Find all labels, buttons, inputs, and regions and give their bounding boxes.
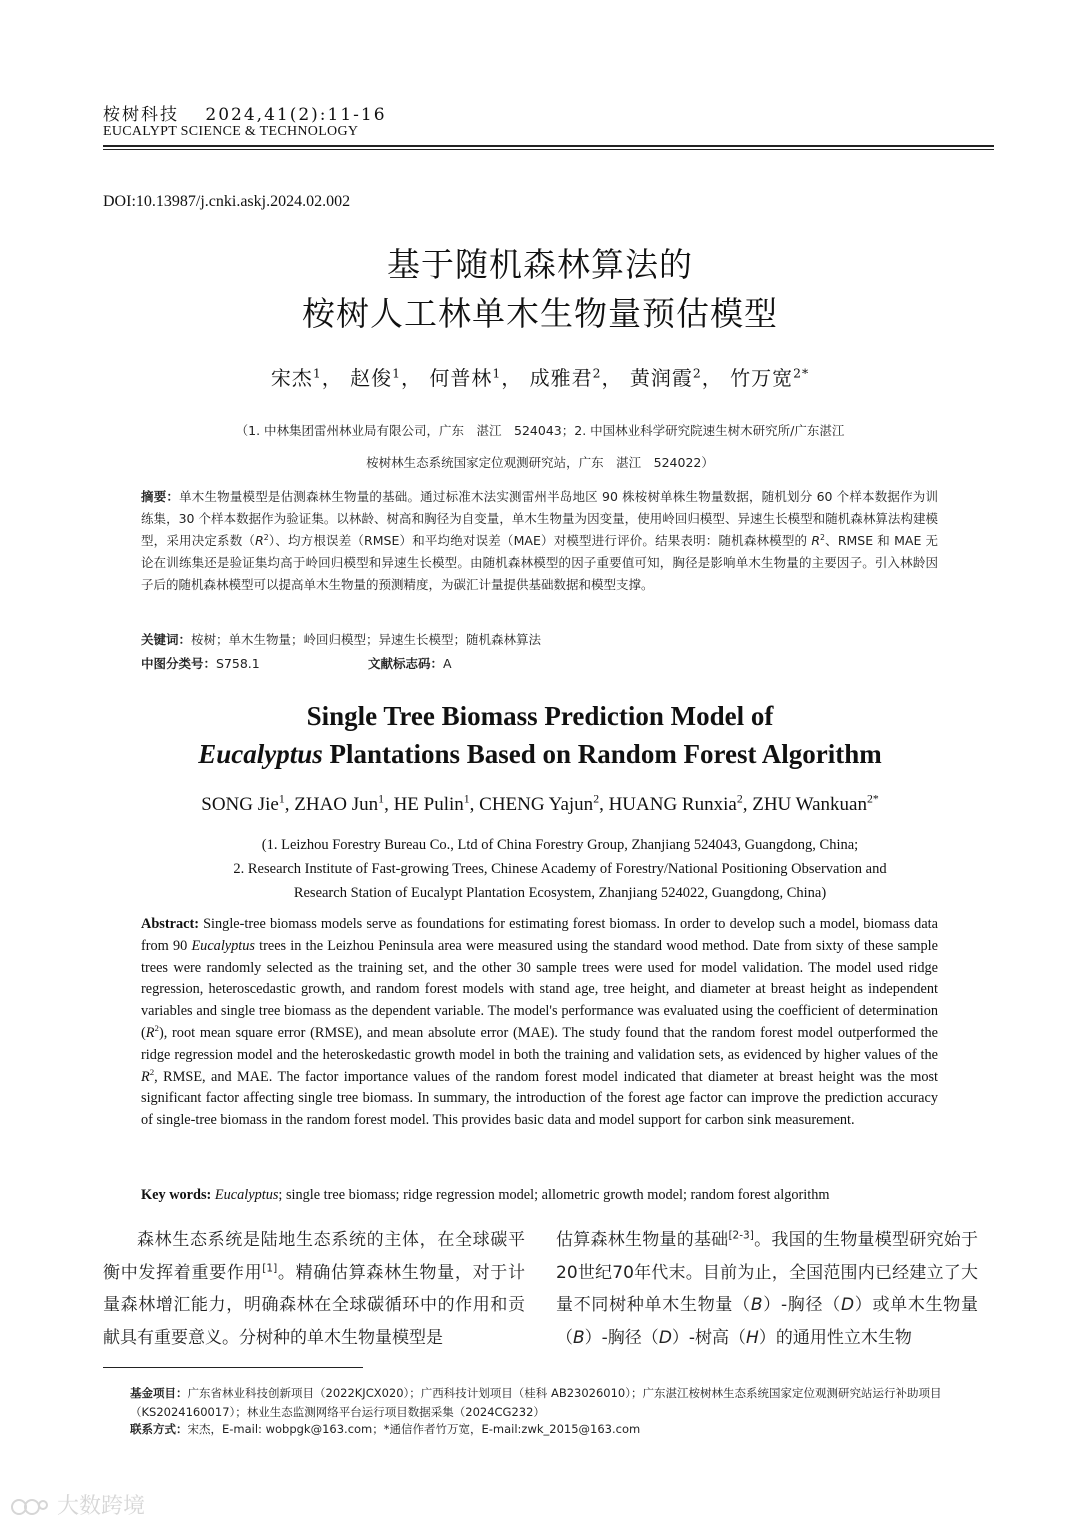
contact-note: 联系方式：宋杰，E-mail: wobpgk@163.com；*通信作者竹万宽，E-mail:zwk_2015@163.com	[130, 1422, 641, 1436]
header-rule-thick	[103, 145, 994, 147]
clc-code: S758.1	[216, 656, 260, 671]
cn-title-line2: 桉树人工林单木生物量预估模型	[302, 294, 778, 333]
contact-email[interactable]: 宋杰，E-mail: wobpgk@163.com；*通信作者竹万宽，E-mail:zwk_2015@163.com	[187, 1422, 641, 1436]
en-author: SONG Jie	[201, 794, 279, 815]
cn-author: 黄润霞	[629, 366, 693, 390]
body-column-right: 估算森林生物量的基础[2-3]。我国的生物量模型研究始于20世纪70年代末。目前为止，全国范围内已经建立了大量不同树种单木生物量（B）-胸径（D）或单木生物量（B）-胸径（D）-树高（H）的通用性立木生物	[556, 1229, 979, 1348]
cn-author: 赵俊	[350, 366, 393, 390]
en-author: ZHAO Jun	[294, 794, 379, 815]
journal-header-cn: 桉树科技 2024,41(2):11-16	[103, 105, 387, 125]
cn-keywords: 关键词：桉树；单木生物量；岭回归模型；异速生长模型；随机森林算法	[141, 632, 542, 647]
citation-link[interactable]: [2-3]	[728, 1229, 754, 1242]
watermark-logo-icon	[10, 1495, 50, 1519]
cn-author: 宋杰	[270, 366, 313, 390]
en-author: CHENG Yajun	[479, 794, 594, 815]
en-author: HUANG Runxia	[608, 794, 737, 815]
cn-abstract: 摘要：单木生物量模型是估测森林生物量的基础。通过标准木法实测雷州半岛地区 90 株桉树单株生物量数据，随机划分 60 个样本数据作为训练集，30 个样本数据作为验证集。以林龄、树高和胸径为自变量，单木生物量为因变量，使用岭回归模型、异速生长模型和随机森林算法构建模型，采用决定系数$(R^2)$、均方根误差（RMSE）和平均绝对误差（MAE）对模型进行评价。结果表明：随机森林模型的 $R^2$、RMSE 和 MAE 无论在训练集还是验证集均高于岭回归模型和异速生长模型。由随机森林模型的因子重要值可知，胸径是影响单木生物量的主要因子。引入林龄因子后的随机森林模型可以提高单木生物量的预测精度，为碳汇计量提供基础数据和模型支撑。	[141, 489, 938, 592]
document-code: A	[443, 656, 452, 671]
en-abstract: Abstract: Single-tree biomass models serve as foundations for estimating forest biomass. In order to develop such a model, biomass data from 90 Eucalyptus trees in the Leizhou Peninsula area were measured using the standard wood method. Date from sixty of these sample trees were randomly selected as the training set, and the other 30 sample trees were used for model validation. The model used ridge regression, heteroscedastic growth, and random forest models with stand age, tree height, and diameter at breast height as independent variables and single tree biomass as the dependent variable. The model's performance was evaluated using the coefficient of determination $(R^2)$, root mean square error (RMSE), and mean absolute error (MAE). The study found that the random forest model outperformed the ridge regression model and the heteroskedastic growth model in both the training and validation sets, as evidenced by higher values of the $R^2$, RMSE, and MAE. The factor importance values of the random forest model indicated that diameter at breast height was the most significant factor affecting single tree biomass. In summary, the introduction of the forest age factor can improve the prediction accuracy of single-tree biomass in the random forest model. This provides basic data and model support for carbon sink measurement.	[141, 916, 938, 1129]
en-authors: SONG Jie$^1$, ZHAO Jun$^1$, HE Pulin$^1$, CHENG Yajun$^2$, HUANG Runxia$^2$, ZHU Wankuan$^{2*}$	[201, 792, 879, 815]
body-column-left: 森林生态系统是陆地生态系统的主体，在全球碳平衡中发挥着重要作用[1]。精确估算森林生物量，对于计量森林增汇能力，明确森林在全球碳循环中的作用和贡献具有重要意义。分树种的单木生物量模型是	[103, 1230, 526, 1348]
cn-affiliation-line2: 桉树林生态系统国家定位观测研究站，广东 湛江 524022）	[366, 455, 714, 470]
doi[interactable]: DOI:10.13987/j.cnki.askj.2024.02.002	[103, 193, 351, 210]
cn-title-line1: 基于随机森林算法的	[387, 245, 693, 284]
en-keywords: Key words: Eucalyptus; single tree biomass; ridge regression model; allometric growth model; random forest algorithm	[141, 1187, 830, 1203]
en-affiliation-line1: (1. Leizhou Forestry Bureau Co., Ltd of China Forestry Group, Zhanjiang 524043, Guangdong, China;	[261, 837, 859, 853]
cn-author: 何普林	[429, 366, 493, 390]
en-author: HE Pulin	[393, 794, 464, 815]
cn-affiliation-line1: （1. 中林集团雷州林业局有限公司，广东 湛江 524043；2. 中国林业科学研究院速生树木研究所/广东湛江	[235, 423, 845, 438]
journal-header-en: EUCALYPT SCIENCE & TECHNOLOGY	[103, 124, 359, 139]
en-affiliation-line2: 2. Research Institute of Fast-growing Trees, Chinese Academy of Forestry/National Positioning Observation and	[233, 861, 887, 877]
watermark: 大数跨境	[10, 1489, 145, 1520]
header-rule-thin	[103, 149, 994, 150]
funding-note: 基金项目：广东省林业科技创新项目（2022KJCX020）；广西科技计划项目（桂科 AB23026010）；广东湛江桉树林生态系统国家定位观测研究站运行补助项目（KS2024160017）；林业生态监测网络平台运行项目数据采集（2024CG232）	[130, 1386, 942, 1419]
cn-authors: 宋杰$^1$， 赵俊$^1$， 何普林$^1$， 成雅君$^2$， 黄润霞$^2$， 竹万宽$^{2*}$	[270, 365, 810, 390]
en-affiliation-line3: Research Station of Eucalypt Plantation Ecosystem, Zhanjiang 524022, Guangdong, China)	[293, 885, 827, 901]
cn-classification: 中图分类号：S758.1 文献标志码：A	[141, 656, 452, 671]
footnote-rule	[103, 1367, 363, 1368]
en-abstract-label: Abstract:	[141, 916, 199, 932]
en-title-line1: Single Tree Biomass Prediction Model of	[306, 701, 774, 731]
cn-abstract-label: 摘要：	[141, 489, 180, 504]
citation-link[interactable]: [1]	[262, 1261, 278, 1274]
en-title-line2: Eucalyptus Plantations Based on Random Forest Algorithm	[198, 739, 882, 769]
cn-author: 成雅君	[529, 366, 593, 390]
cn-author: 竹万宽	[730, 366, 794, 390]
en-author: ZHU Wankuan	[752, 794, 867, 815]
